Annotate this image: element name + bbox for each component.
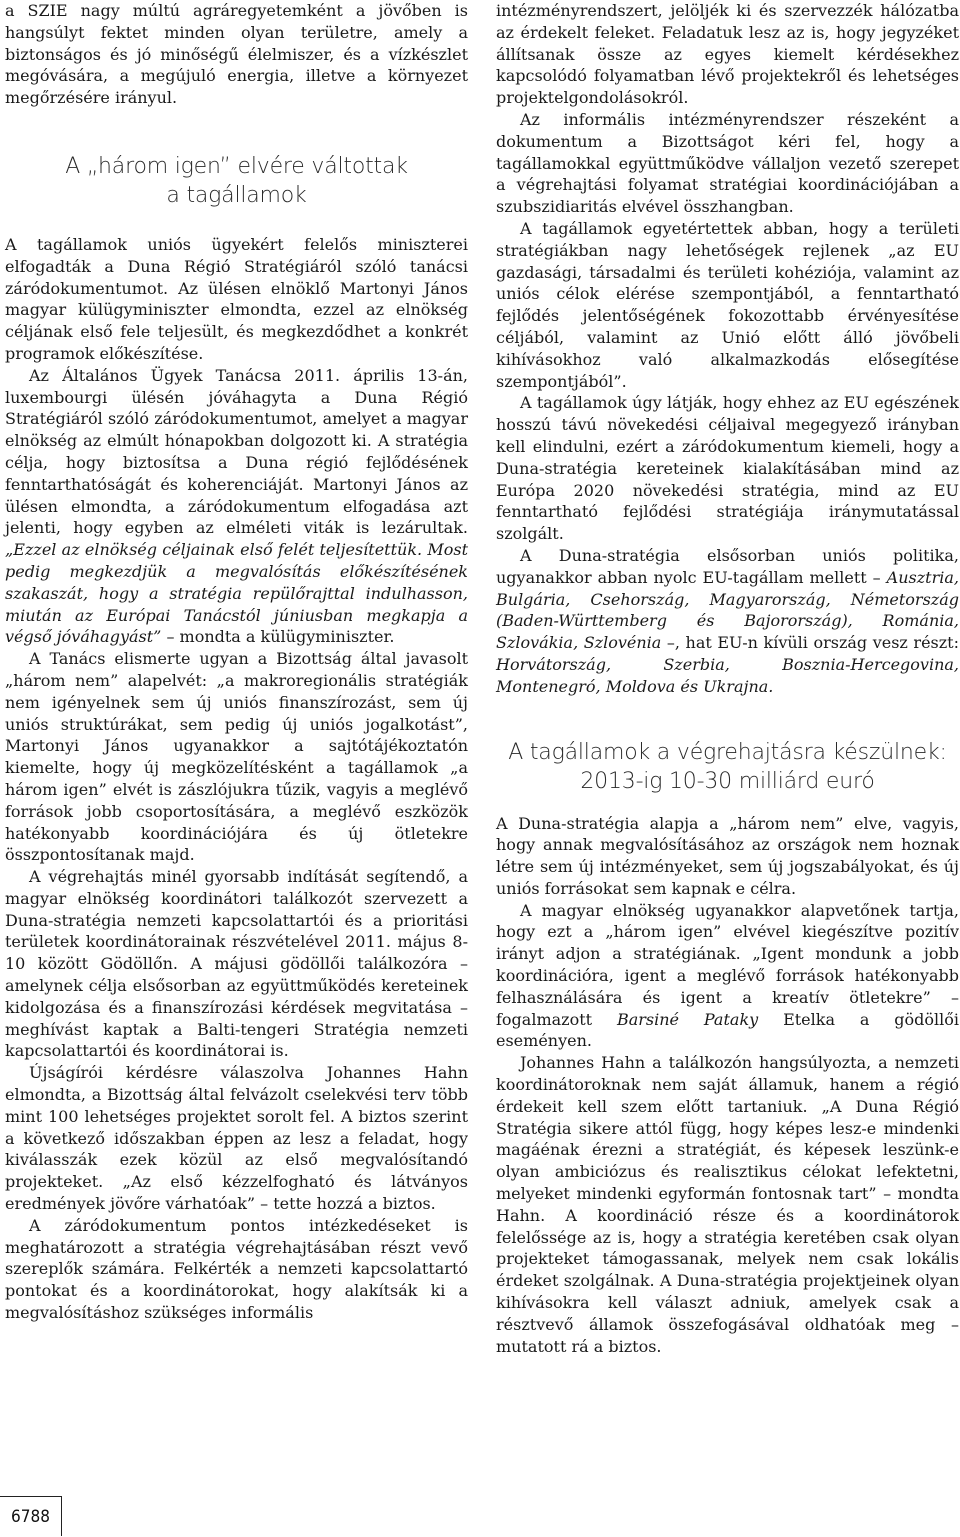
paragraph: intézményrendszert, jelöljék ki és szervezzék hálózatba az érdekelt feleket. Feladatuk lesz az is, hogy jegyzéket állítsanak össze az egyes kiemelt kérdésekhez kapcsolódó folyamatban lévő projektekről és lehetséges projektelgondolásokról. xyxy=(496,1,959,108)
heading-line: A „három igen” elvére váltottak xyxy=(65,153,408,179)
left-column xyxy=(5,0,468,1324)
paragraph-text: A Duna-stratégia elsősorban uniós politika, ugyanakkor abban nyolc EU-tagállam mellett – xyxy=(496,545,959,587)
paragraph: a SZIE nagy múltú agráregyetemként a jövőben is hangsúlyt fektet minden olyan területre, amely a biztonságos és jó minőségű élelmiszer, és a vízkészlet megóvására, a megújuló energia, illetve a környezet megőrzésére irányul. xyxy=(5,1,468,108)
paragraph: A záródokumentum pontos intézkedéseket is meghatározott a stratégia végrehajtásában részt vevő szereplők számára. Felkérték a nemzeti kapcsolattartó pontokat és a koordinátorokat, hogy alakítsák ki a megvalósításhoz szükséges informális xyxy=(5,1215,468,1323)
paragraph-text: –, hat EU-n kívüli ország vesz részt: xyxy=(666,633,959,653)
heading-line: 2013-ig 10-30 milliárd euró xyxy=(580,768,875,794)
paragraph-text: A magyar elnökség ugyanakkor alapvetőnek tartja, hogy ezt a „három igen” elvével kiegészítve pozitív irányt adjon a stratégiának. „Igent mondunk a jobb koordinációra, igent a meglévő források hatékonyabb felhasználására és igent a kreatív ötletekre” – fogalmazott xyxy=(496,900,959,1029)
right-column xyxy=(496,0,959,1357)
paragraph: Újságírói kérdésre válaszolva Johannes Hahn elmondta, a Bizottság által felvázolt cselekvési terv több mint 100 lehetséges projektet sorolt fel. A biztos szerint a következő időszakban éppen az lesz a feladat, hogy kiválasszák ezek közül az első megvalósítandó projekteket. „Az első kézzelfogható és látványos eredmények jövőre várhatóak” – tette hozzá a biztos. xyxy=(5,1063,468,1214)
paragraph: A tagállamok uniós ügyekért felelős miniszterei elfogadták a Duna Régió Stratégiáról szóló tanácsi záródokumentumot. Az ülésen elnöklő Martonyi János magyar külügyminiszter elmondta, ezzel az elnökség céljának első fele teljesült, és megkezdődhet a konkrét programok előkészítése. xyxy=(5,234,468,363)
paragraph-text: Az Általános Ügyek Tanácsa 2011. április 13-án, luxembourgi ülésén jóváhagyta a Duna Régió Stratégiáról szóló záródokumentumot, amelyet a magyar elnökség az elmúlt hónapokban dolgozott ki. A stratégia célja, hogy biztosítsa a Duna régió fejlődésének fenntarthatóságát és koherenciáját. Martonyi János az ülésen elmondta, a záródokumentum elfogadása azt jelenti, hogy egyben az elméleti viták is lezárultak. xyxy=(5,365,468,538)
country-list: Horvátország, Szerbia, Bosznia-Hercegovina, Montenegró, Moldova és Ukrajna. xyxy=(496,654,959,696)
country-list: Ausztria, Bulgária, Csehország, Magyarország, Németország (Baden-Württemberg és Bajorország), Románia, Szlovákia, Szlovénia xyxy=(496,567,959,653)
paragraph-text: Etelka a gödöllői eseményen. xyxy=(496,1009,960,1051)
heading-line: a tagállamok xyxy=(166,182,307,208)
paragraph: A Tanács elismerte ugyan a Bizottság által javasolt „három nem” alapelvét: „a makroregionális stratégiák nem igényelnek sem új uniós finanszírozást, sem új uniós struktúrákat, sem pedig új uniós jogalkotást”, Martonyi János ugyanakkor a sajtótájékoztatón kiemelte, hogy új megközelítésként a tagállamok „a három igen” elvét is zászlójukra tűzik, vagyis a meglévő források jobb csoportosítására, a meglévő eszközök hatékonyabb koordinációjára és új ötletekre összpontosítanak majd. xyxy=(5,649,468,865)
section-heading xyxy=(5,152,468,210)
paragraph xyxy=(496,545,959,698)
paragraph-text: – mondta a külügyminiszter. xyxy=(166,627,395,647)
paragraph: Az informális intézményrendszer részeként a dokumentum a Bizottságot kéri fel, hogy a tagállamokkal együttműködve vállaljon vezető szerepet a végrehajtási folyamat stratégiai koordinációjában a szubszidiaritás elvével összhangban. xyxy=(496,109,959,217)
heading-line: A tagállamok a végrehajtásra készülnek: xyxy=(508,739,947,765)
paragraph xyxy=(496,900,959,1053)
paragraph: A tagállamok úgy látják, hogy ehhez az EU egészének hosszú távú növekedési céljaival megegyező irányban kell elindulni, ezért a záródokumentum kiemeli, hogy a Duna-stratégia kereteinek kialakításában mind az Európa 2020 növekedési stratégia, mind az EU fenntartható fejlődési stratégiája iránymutatással szolgált. xyxy=(496,393,959,544)
paragraph xyxy=(5,365,468,648)
paragraph: A tagállamok egyetértettek abban, hogy a területi stratégiákban nagy lehetőségek rejlenek „az EU gazdasági, társadalmi és területi kohéziója, valamint az uniós célok elérése szempontjából, a fenntartható fejlődés jelentőségének fokozottabb érvényesítése céljából, valamint az Unió előtt álló jövőbeli kihívásokhoz való alkalmazkodás elősegítése szempontjából”. xyxy=(496,218,959,391)
person-name: Barsiné Pataky xyxy=(616,1009,759,1029)
quote-text: „Ezzel az elnökség céljainak első felét teljesítettük. Most pedig megkezdjük a megvalósítás előkészítésének szakaszát, hogy a stratégia repülőrajttal indulhasson, miután az Európai Tanácstól júniusban megkapja a végső jóváhagyást” xyxy=(5,540,468,647)
paragraph: Johannes Hahn a találkozón hangsúlyozta, a nemzeti koordinátoroknak nem saját államuk, hanem a régió érdekeit kell szem előtt tartaniuk. „A Duna Régió Stratégia sikere attól függ, hogy képes lesz-e mindenki magáénak érezni a stratégiát, és képesek leszünk-e olyan ambiciózus és realisztikus célokat lefektetni, melyeket mindenki egyformán fontosnak tart” – mondta Hahn. A koordináció része és a koordinátorok felelőssége az is, hogy a stratégia keretében csak olyan projekteket támogassanak, melyek nem csak lokális érdeket szolgálnak. A Duna-stratégia projektjeinek olyan kihívásokra kell választ adniuk, amelyek csak a résztvevő államok összefogásával oldhatóak meg – mutatott rá a biztos. xyxy=(496,1053,959,1356)
paragraph: A Duna-stratégia alapja a „három nem” elve, vagyis, hogy annak megvalósításához az országok nem hoznak létre sem új intézményeket, sem új jogszabályokat, és új uniós forrásokat sem kapnak e célra. xyxy=(496,813,959,898)
section-heading xyxy=(496,738,959,796)
paragraph: A végrehajtás minél gyorsabb indítását segítendő, a magyar elnökség koordinátori találkozót szervezett a Duna-stratégia nemzeti kapcsolattartói és a prioritási területek koordinátorainak részvételével 2011. május 8-10 között Gödöllőn. A májusi gödöllői találkozóra – amelynek célja elsősorban az együttműködés kereteinek kidolgozása és a finanszírozási kérdések megvitatása – meghívást kaptak a Balti-tengeri Stratégia nemzeti kapcsolattartói és koordinátorai is. xyxy=(5,867,468,1061)
page-number: 6788 xyxy=(0,1496,62,1536)
